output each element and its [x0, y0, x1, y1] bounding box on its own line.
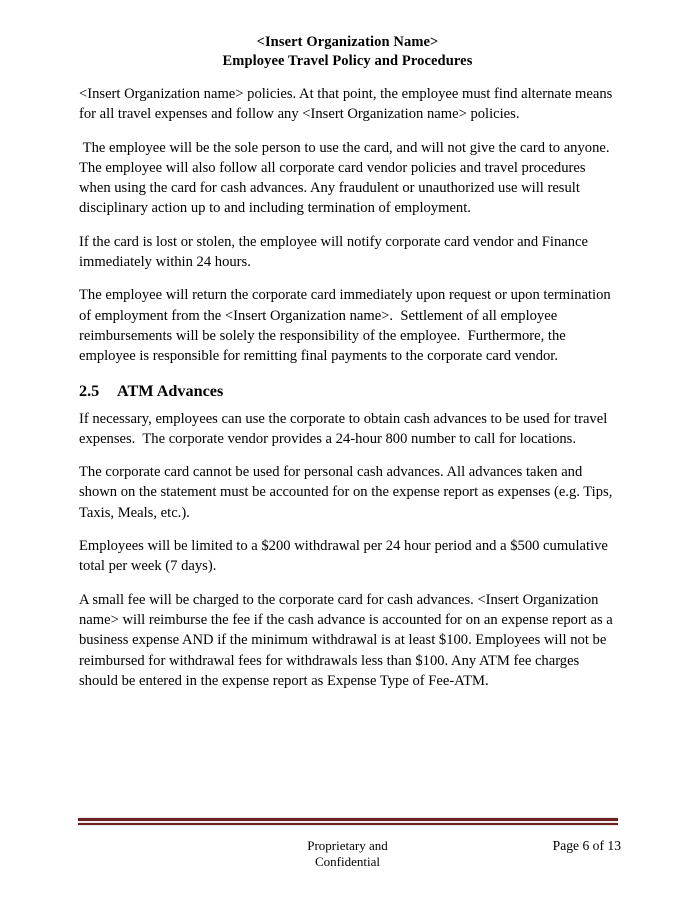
paragraph: The corporate card cannot be used for personal cash advances. All advances taken and shown on the statement must be accounted for on the expense report as expenses (e.g. Tips, Taxis, Meals, etc.).: [79, 464, 616, 521]
paragraph: <Insert Organization name> policies. At that point, the employee must find alternate means for all travel expenses and follow any <Insert Organization name> policies.: [79, 86, 616, 123]
paragraph: The employee will return the corporate card immediately upon request or upon termination of employment from the <Insert Organization name>. Settlement of all employee reimbursements will be solely the responsibility of the employee. Furthermore, the employee is responsible for remitting final payments to the corporate card vendor.: [79, 287, 615, 365]
paragraph: If the card is lost or stolen, the employee will notify corporate card vendor and Finance immediately within 24 hours.: [79, 233, 592, 271]
footer-confidentiality-line-1: Proprietary and: [307, 838, 388, 853]
paragraph: If necessary, employees can use the corporate to obtain cash advances to be used for travel expenses. The corporate vendor provides a 24-hour 800 number to call for locations.: [79, 410, 611, 447]
paragraph: A small fee will be charged to the corporate card for cash advances. <Insert Organization name> will reimburse the fee if the cash advance is accounted for on an expense report as a business expense AND if the minimum withdrawal is at least $100. Employees will not be reimbursed for withdrawal fees for withdrawals less than $100. Any ATM fee charges should be entered in the expense report as Expense Type of Fee-ATM.: [79, 591, 617, 689]
section-number: 2.5: [79, 381, 100, 400]
header-organization-name: <Insert Organization Name>: [256, 34, 439, 50]
section-title: ATM Advances: [117, 381, 224, 400]
document-header: [0, 0, 695, 71]
footer-page-number: Page 6 of 13: [552, 838, 621, 853]
section-heading-atm-advances: [79, 380, 617, 402]
footer-divider-rule: [78, 817, 618, 826]
header-document-title: Employee Travel Policy and Procedures: [222, 53, 473, 69]
paragraph: The employee will be the sole person to use the card, and will not give the card to anyone. The employee will also follow all corporate card vendor policies and travel procedures when using the card for cash advances. Any fraudulent or unauthorized use will result disciplinary action up to and including termination of employment.: [79, 139, 613, 217]
document-body: [79, 84, 617, 704]
footer-confidentiality-line-2: Confidential: [315, 854, 380, 869]
footer-content: [0, 838, 695, 878]
paragraph: Employees will be limited to a $200 withdrawal per 24 hour period and a $500 cumulative total per week (7 days).: [79, 538, 612, 575]
